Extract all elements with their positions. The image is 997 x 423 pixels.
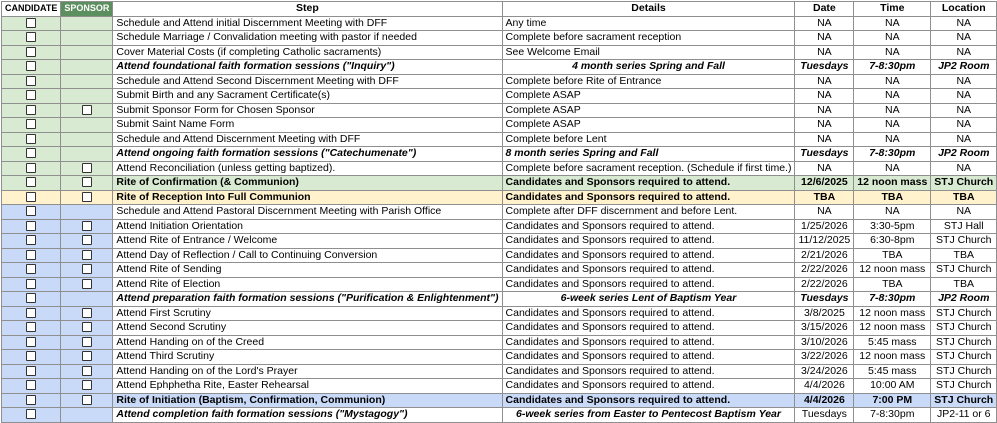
details-cell: Candidates and Sponsors required to attend. — [502, 263, 795, 278]
location-cell: NA — [931, 118, 997, 133]
time-cell: 12 noon mass — [854, 306, 931, 321]
candidate-checkbox[interactable] — [26, 235, 36, 245]
location-cell: STJ Church — [931, 176, 997, 191]
details-cell: Candidates and Sponsors required to attend. — [502, 219, 795, 234]
date-cell: 2/21/2026 — [795, 248, 854, 263]
table-row — [2, 393, 997, 408]
time-cell: TBA — [854, 190, 931, 205]
candidate-cell — [2, 176, 61, 191]
time-cell: TBA — [854, 248, 931, 263]
details-cell: 8 month series Spring and Fall — [502, 147, 795, 162]
sponsor-cell — [61, 74, 113, 89]
sponsor-checkbox[interactable] — [82, 163, 92, 173]
step-cell: Schedule and Attend initial Discernment Meeting with DFF — [113, 16, 502, 31]
date-cell: 3/8/2025 — [795, 306, 854, 321]
details-cell: Complete ASAP — [502, 103, 795, 118]
details-cell: Candidates and Sponsors required to attend. — [502, 335, 795, 350]
step-cell: Attend Rite of Sending — [113, 263, 502, 278]
candidate-cell — [2, 147, 61, 162]
table-row — [2, 118, 997, 133]
details-cell: Candidates and Sponsors required to attend. — [502, 234, 795, 249]
time-cell: NA — [854, 89, 931, 104]
location-cell: NA — [931, 205, 997, 220]
candidate-checkbox[interactable] — [26, 148, 36, 158]
checklist-body — [2, 16, 997, 422]
table-row — [2, 219, 997, 234]
candidate-checkbox[interactable] — [26, 337, 36, 347]
table-row — [2, 89, 997, 104]
location-cell: NA — [931, 74, 997, 89]
step-cell: Attend First Scrutiny — [113, 306, 502, 321]
candidate-cell — [2, 190, 61, 205]
sponsor-checkbox[interactable] — [82, 177, 92, 187]
date-cell: TBA — [795, 190, 854, 205]
sponsor-checkbox[interactable] — [82, 192, 92, 202]
step-cell: Attend Initiation Orientation — [113, 219, 502, 234]
step-cell: Attend Handing on of the Lord's Prayer — [113, 364, 502, 379]
candidate-cell — [2, 234, 61, 249]
location-cell: STJ Church — [931, 393, 997, 408]
step-cell: Schedule and Attend Second Discernment Meeting with DFF — [113, 74, 502, 89]
time-cell: NA — [854, 118, 931, 133]
candidate-checkbox[interactable] — [26, 221, 36, 231]
date-cell: Tuesdays — [795, 292, 854, 307]
candidate-cell — [2, 205, 61, 220]
step-cell: Attend preparation faith formation sessions ("Purification & Enlightenment") — [113, 292, 502, 307]
date-cell: Tuesdays — [795, 408, 854, 423]
date-cell: NA — [795, 132, 854, 147]
step-cell: Attend Day of Reflection / Call to Continuing Conversion — [113, 248, 502, 263]
candidate-checkbox[interactable] — [26, 18, 36, 28]
sponsor-cell — [61, 248, 113, 263]
time-cell: NA — [854, 161, 931, 176]
candidate-checkbox[interactable] — [26, 163, 36, 173]
sponsor-checkbox[interactable] — [82, 221, 92, 231]
date-cell: NA — [795, 16, 854, 31]
sponsor-checkbox[interactable] — [82, 366, 92, 376]
sponsor-cell — [61, 161, 113, 176]
details-cell: Candidates and Sponsors required to attend. — [502, 321, 795, 336]
sponsor-cell — [61, 205, 113, 220]
time-cell: 6:30-8pm — [854, 234, 931, 249]
sponsor-checkbox[interactable] — [82, 337, 92, 347]
candidate-cell — [2, 248, 61, 263]
step-cell: Attend Second Scrutiny — [113, 321, 502, 336]
table-row — [2, 379, 997, 394]
table-row — [2, 60, 997, 75]
candidate-checkbox[interactable] — [26, 206, 36, 216]
candidate-cell — [2, 277, 61, 292]
location-cell: NA — [931, 45, 997, 60]
date-cell: 12/6/2025 — [795, 176, 854, 191]
checklist-table — [1, 1, 997, 423]
time-cell: NA — [854, 45, 931, 60]
details-cell: Candidates and Sponsors required to attend. — [502, 190, 795, 205]
step-cell: Attend completion faith formation sessions ("Mystagogy") — [113, 408, 502, 423]
details-cell: Complete after DFF discernment and before Lent. — [502, 205, 795, 220]
details-cell: Candidates and Sponsors required to attend. — [502, 306, 795, 321]
details-cell: Candidates and Sponsors required to attend. — [502, 350, 795, 365]
candidate-checkbox[interactable] — [26, 395, 36, 405]
table-row — [2, 103, 997, 118]
candidate-checkbox[interactable] — [26, 380, 36, 390]
sponsor-header: SPONSOR — [61, 2, 113, 17]
table-row — [2, 321, 997, 336]
date-cell: 3/10/2026 — [795, 335, 854, 350]
sponsor-checkbox[interactable] — [82, 308, 92, 318]
location-header: Location — [931, 2, 997, 17]
candidate-cell — [2, 219, 61, 234]
candidate-cell — [2, 321, 61, 336]
candidate-cell — [2, 16, 61, 31]
candidate-checkbox[interactable] — [26, 192, 36, 202]
date-cell: NA — [795, 118, 854, 133]
time-cell: 7-8:30pm — [854, 292, 931, 307]
sponsor-checkbox[interactable] — [82, 279, 92, 289]
candidate-cell — [2, 379, 61, 394]
location-cell: STJ Church — [931, 321, 997, 336]
details-cell: Candidates and Sponsors required to attend. — [502, 364, 795, 379]
location-cell: TBA — [931, 190, 997, 205]
sponsor-cell — [61, 277, 113, 292]
date-cell: Tuesdays — [795, 147, 854, 162]
date-cell: NA — [795, 103, 854, 118]
sponsor-cell — [61, 60, 113, 75]
sponsor-cell — [61, 118, 113, 133]
date-cell: NA — [795, 161, 854, 176]
table-row — [2, 74, 997, 89]
candidate-cell — [2, 74, 61, 89]
candidate-checkbox[interactable] — [26, 250, 36, 260]
date-cell: 11/12/2025 — [795, 234, 854, 249]
details-header: Details — [502, 2, 795, 17]
date-cell: NA — [795, 89, 854, 104]
candidate-checkbox[interactable] — [26, 90, 36, 100]
candidate-cell — [2, 132, 61, 147]
step-cell: Attend Rite of Entrance / Welcome — [113, 234, 502, 249]
step-cell: Rite of Reception Into Full Communion — [113, 190, 502, 205]
time-cell: TBA — [854, 277, 931, 292]
candidate-cell — [2, 118, 61, 133]
step-cell: Submit Sponsor Form for Chosen Sponsor — [113, 103, 502, 118]
location-cell: NA — [931, 103, 997, 118]
candidate-checkbox[interactable] — [26, 366, 36, 376]
candidate-checkbox[interactable] — [26, 76, 36, 86]
step-cell: Cover Material Costs (if completing Catholic sacraments) — [113, 45, 502, 60]
candidate-checkbox[interactable] — [26, 32, 36, 42]
candidate-checkbox[interactable] — [26, 351, 36, 361]
time-cell: 7-8:30pm — [854, 147, 931, 162]
details-cell: Candidates and Sponsors required to attend. — [502, 176, 795, 191]
time-cell: NA — [854, 132, 931, 147]
candidate-cell — [2, 335, 61, 350]
candidate-cell — [2, 60, 61, 75]
sponsor-cell — [61, 350, 113, 365]
time-cell: NA — [854, 31, 931, 46]
sponsor-checkbox[interactable] — [82, 395, 92, 405]
sponsor-cell — [61, 408, 113, 423]
location-cell: JP2 Room — [931, 292, 997, 307]
sponsor-checkbox[interactable] — [82, 235, 92, 245]
candidate-checkbox[interactable] — [26, 308, 36, 318]
time-cell: 5:45 mass — [854, 364, 931, 379]
location-cell: STJ Church — [931, 234, 997, 249]
candidate-checkbox[interactable] — [26, 134, 36, 144]
location-cell: STJ Church — [931, 306, 997, 321]
details-cell: Complete before Rite of Entrance — [502, 74, 795, 89]
table-row — [2, 292, 997, 307]
details-cell: Complete before sacrament reception. (Schedule if first time.) — [502, 161, 795, 176]
sponsor-checkbox[interactable] — [82, 105, 92, 115]
date-cell: 3/22/2026 — [795, 350, 854, 365]
step-cell: Schedule and Attend Pastoral Discernment Meeting with Parish Office — [113, 205, 502, 220]
date-cell: 2/22/2026 — [795, 277, 854, 292]
date-cell: Tuesdays — [795, 60, 854, 75]
details-cell: Complete before Lent — [502, 132, 795, 147]
sponsor-cell — [61, 132, 113, 147]
location-cell: STJ Church — [931, 335, 997, 350]
candidate-header: CANDIDATE — [2, 2, 61, 17]
location-cell: STJ Church — [931, 263, 997, 278]
candidate-checkbox[interactable] — [26, 177, 36, 187]
sponsor-checkbox[interactable] — [82, 351, 92, 361]
location-cell: NA — [931, 89, 997, 104]
step-cell: Attend Rite of Election — [113, 277, 502, 292]
candidate-cell — [2, 89, 61, 104]
time-cell: 12 noon mass — [854, 263, 931, 278]
sponsor-cell — [61, 335, 113, 350]
sponsor-cell — [61, 234, 113, 249]
time-cell: 10:00 AM — [854, 379, 931, 394]
location-cell: STJ Church — [931, 350, 997, 365]
date-cell: 1/25/2026 — [795, 219, 854, 234]
date-cell: NA — [795, 31, 854, 46]
date-cell: NA — [795, 74, 854, 89]
time-cell: 7:00 PM — [854, 393, 931, 408]
sponsor-cell — [61, 147, 113, 162]
step-cell: Attend Ephphetha Rite, Easter Rehearsal — [113, 379, 502, 394]
step-cell: Attend Reconciliation (unless getting baptized). — [113, 161, 502, 176]
step-cell: Attend foundational faith formation sessions ("Inquiry") — [113, 60, 502, 75]
candidate-checkbox[interactable] — [26, 279, 36, 289]
table-row — [2, 45, 997, 60]
sponsor-cell — [61, 292, 113, 307]
date-cell: 2/22/2026 — [795, 263, 854, 278]
time-cell: 3:30-5pm — [854, 219, 931, 234]
table-row — [2, 408, 997, 423]
sponsor-cell — [61, 393, 113, 408]
candidate-checkbox[interactable] — [26, 293, 36, 303]
table-row — [2, 16, 997, 31]
candidate-checkbox[interactable] — [26, 47, 36, 57]
details-cell: Any time — [502, 16, 795, 31]
candidate-cell — [2, 292, 61, 307]
table-row — [2, 132, 997, 147]
details-cell: Candidates and Sponsors required to attend. — [502, 277, 795, 292]
sponsor-cell — [61, 321, 113, 336]
candidate-checkbox[interactable] — [26, 409, 36, 419]
location-cell: NA — [931, 161, 997, 176]
sponsor-checkbox[interactable] — [82, 322, 92, 332]
candidate-cell — [2, 103, 61, 118]
sponsor-cell — [61, 219, 113, 234]
details-cell: Complete before sacrament reception — [502, 31, 795, 46]
sponsor-cell — [61, 379, 113, 394]
time-cell: NA — [854, 205, 931, 220]
location-cell: STJ Church — [931, 364, 997, 379]
time-cell: 7-8:30pm — [854, 408, 931, 423]
sponsor-cell — [61, 89, 113, 104]
step-header: Step — [113, 2, 502, 17]
candidate-cell — [2, 393, 61, 408]
step-cell: Rite of Initiation (Baptism, Confirmation, Communion) — [113, 393, 502, 408]
sponsor-cell — [61, 263, 113, 278]
step-cell: Schedule Marriage / Convalidation meeting with pastor if needed — [113, 31, 502, 46]
candidate-checkbox[interactable] — [26, 119, 36, 129]
candidate-checkbox[interactable] — [26, 322, 36, 332]
candidate-cell — [2, 263, 61, 278]
candidate-checkbox[interactable] — [26, 61, 36, 71]
sponsor-cell — [61, 16, 113, 31]
date-header: Date — [795, 2, 854, 17]
location-cell: TBA — [931, 277, 997, 292]
table-row — [2, 248, 997, 263]
location-cell: NA — [931, 31, 997, 46]
details-cell: 6-week series from Easter to Pentecost Baptism Year — [502, 408, 795, 423]
sponsor-cell — [61, 176, 113, 191]
time-cell: 12 noon mass — [854, 176, 931, 191]
sponsor-checkbox[interactable] — [82, 250, 92, 260]
step-cell: Attend ongoing faith formation sessions ("Catechumenate") — [113, 147, 502, 162]
location-cell: JP2-11 or 6 — [931, 408, 997, 423]
details-cell: Complete ASAP — [502, 118, 795, 133]
date-cell: 4/4/2026 — [795, 393, 854, 408]
table-row — [2, 161, 997, 176]
table-row — [2, 176, 997, 191]
step-cell: Attend Handing on of the Creed — [113, 335, 502, 350]
location-cell: JP2 Room — [931, 147, 997, 162]
candidate-checkbox[interactable] — [26, 105, 36, 115]
date-cell: 4/4/2026 — [795, 379, 854, 394]
sponsor-cell — [61, 190, 113, 205]
table-row — [2, 31, 997, 46]
table-row — [2, 190, 997, 205]
table-row — [2, 364, 997, 379]
details-cell: Candidates and Sponsors required to attend. — [502, 393, 795, 408]
details-cell: Candidates and Sponsors required to attend. — [502, 379, 795, 394]
candidate-checkbox[interactable] — [26, 264, 36, 274]
table-row — [2, 147, 997, 162]
time-cell: NA — [854, 74, 931, 89]
candidate-cell — [2, 408, 61, 423]
table-row — [2, 306, 997, 321]
candidate-cell — [2, 45, 61, 60]
table-row — [2, 205, 997, 220]
date-cell: NA — [795, 45, 854, 60]
date-cell: NA — [795, 205, 854, 220]
table-row — [2, 277, 997, 292]
location-cell: TBA — [931, 248, 997, 263]
time-cell: NA — [854, 16, 931, 31]
table-row — [2, 234, 997, 249]
details-cell: Complete ASAP — [502, 89, 795, 104]
date-cell: 3/24/2026 — [795, 364, 854, 379]
sponsor-cell — [61, 103, 113, 118]
location-cell: NA — [931, 132, 997, 147]
table-row — [2, 350, 997, 365]
time-cell: 12 noon mass — [854, 321, 931, 336]
candidate-cell — [2, 31, 61, 46]
candidate-cell — [2, 364, 61, 379]
time-cell: 12 noon mass — [854, 350, 931, 365]
details-cell: 6-week series Lent of Baptism Year — [502, 292, 795, 307]
candidate-cell — [2, 161, 61, 176]
sponsor-checkbox[interactable] — [82, 380, 92, 390]
step-cell: Rite of Confirmation (& Communion) — [113, 176, 502, 191]
location-cell: STJ Hall — [931, 219, 997, 234]
sponsor-cell — [61, 306, 113, 321]
sponsor-checkbox[interactable] — [82, 264, 92, 274]
details-cell: See Welcome Email — [502, 45, 795, 60]
header-row — [2, 2, 997, 17]
location-cell: JP2 Room — [931, 60, 997, 75]
step-cell: Submit Saint Name Form — [113, 118, 502, 133]
step-cell: Submit Birth and any Sacrament Certificate(s) — [113, 89, 502, 104]
location-cell: STJ Church — [931, 379, 997, 394]
candidate-cell — [2, 306, 61, 321]
sponsor-cell — [61, 364, 113, 379]
time-cell: 5:45 mass — [854, 335, 931, 350]
time-cell: 7-8:30pm — [854, 60, 931, 75]
date-cell: 3/15/2026 — [795, 321, 854, 336]
table-row — [2, 263, 997, 278]
sponsor-cell — [61, 45, 113, 60]
candidate-cell — [2, 350, 61, 365]
details-cell: 4 month series Spring and Fall — [502, 60, 795, 75]
step-cell: Attend Third Scrutiny — [113, 350, 502, 365]
time-cell: NA — [854, 103, 931, 118]
location-cell: NA — [931, 16, 997, 31]
table-row — [2, 335, 997, 350]
step-cell: Schedule and Attend Discernment Meeting with DFF — [113, 132, 502, 147]
sponsor-cell — [61, 31, 113, 46]
details-cell: Candidates and Sponsors required to attend. — [502, 248, 795, 263]
time-header: Time — [854, 2, 931, 17]
